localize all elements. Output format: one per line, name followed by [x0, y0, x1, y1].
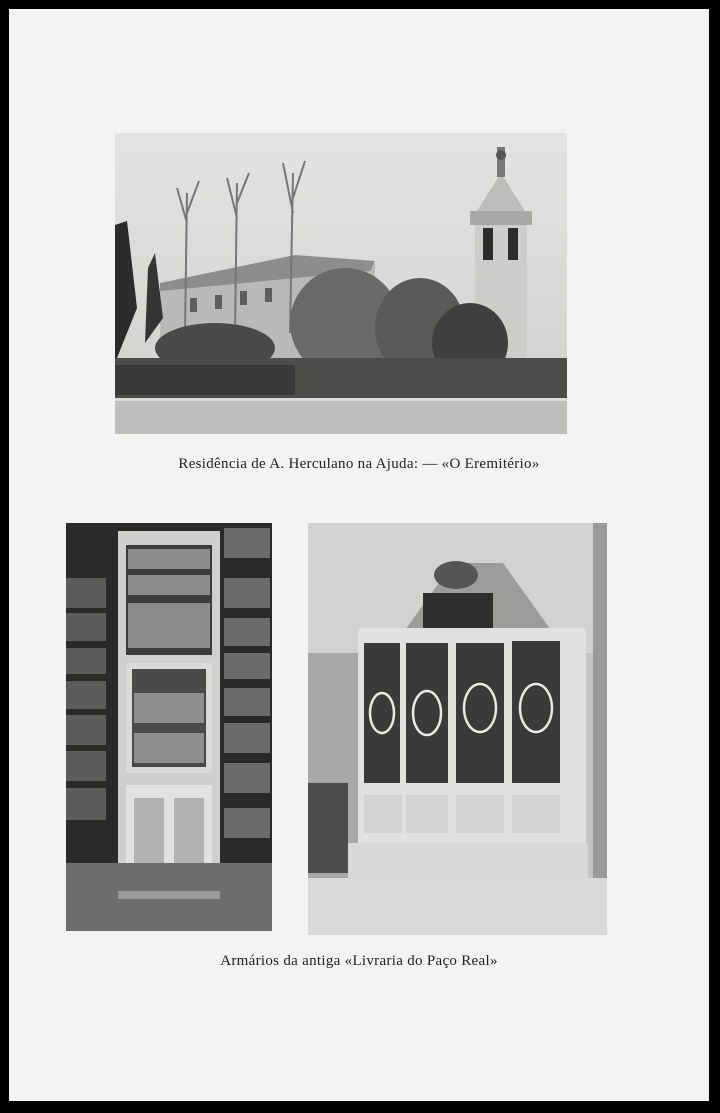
top-caption: Residência de A. Herculano na Ajuda: — «O Eremitério»: [178, 456, 540, 472]
bookcase-photo: [66, 523, 272, 931]
printed-page: [9, 9, 709, 1101]
bottom-caption: Armários da antiga «Livraria do Paço Real»: [220, 953, 498, 969]
cabinet-photo: [308, 523, 607, 935]
residence-photo: [115, 133, 567, 434]
